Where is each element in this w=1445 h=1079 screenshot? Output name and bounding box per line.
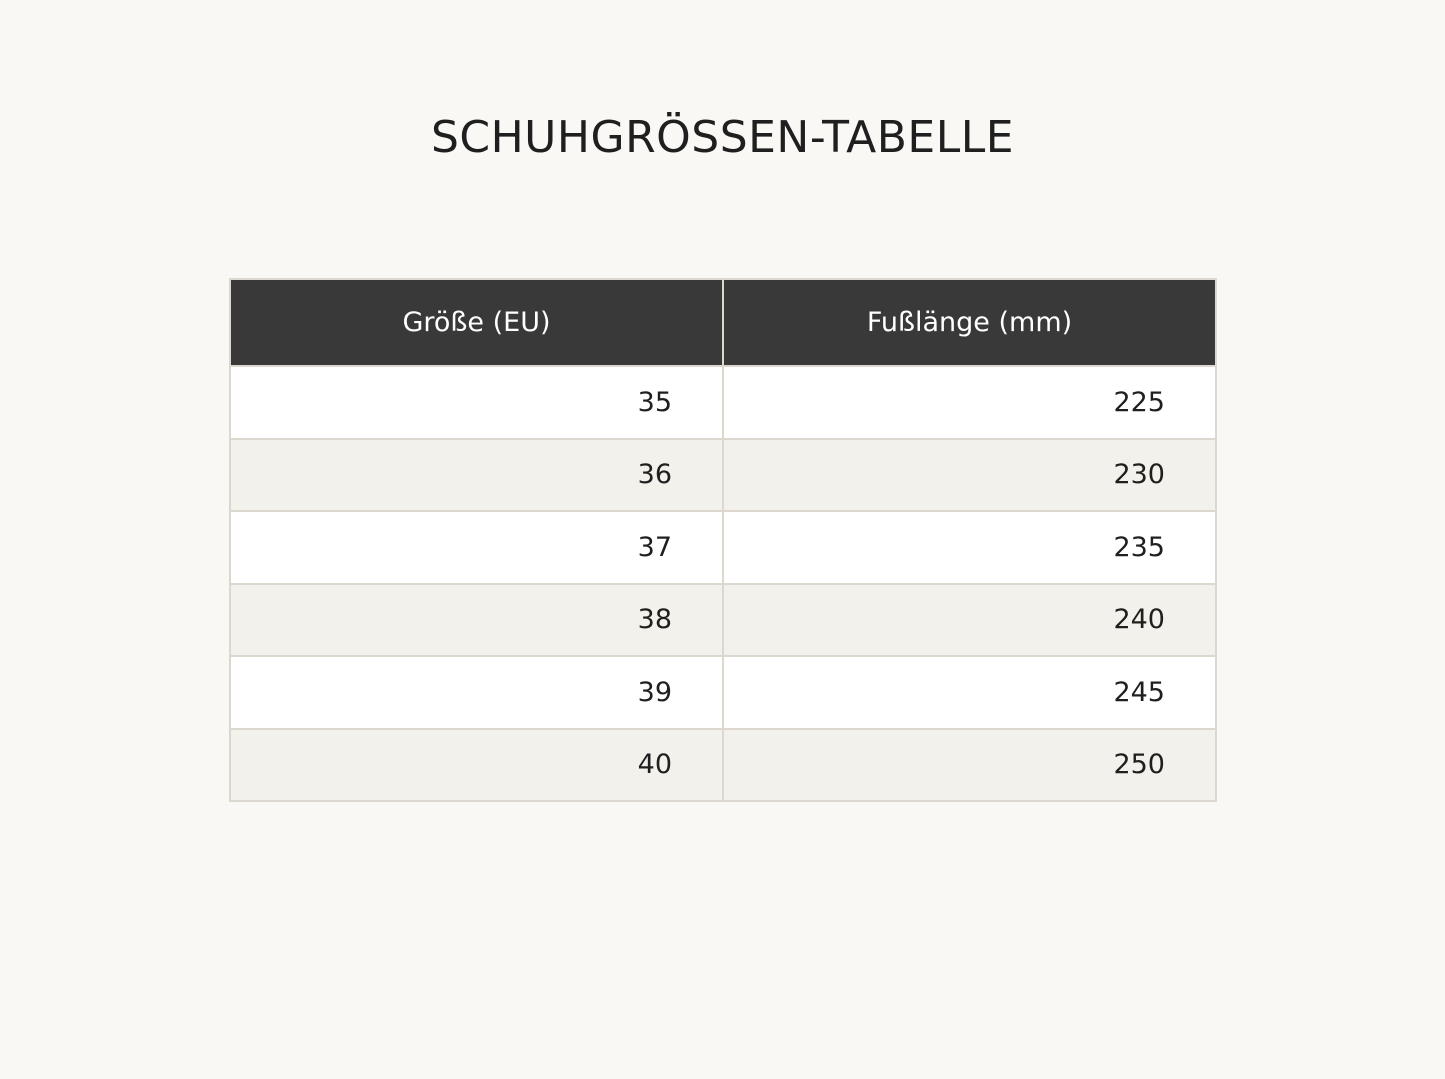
table-row bbox=[230, 511, 1216, 584]
cell-size: 38 bbox=[230, 584, 723, 657]
cell-foot-length: 240 bbox=[723, 584, 1216, 657]
table-header bbox=[230, 279, 1216, 366]
cell-size: 35 bbox=[230, 366, 723, 439]
header-row bbox=[230, 279, 1216, 366]
column-header-size: Größe (EU) bbox=[230, 279, 723, 366]
cell-foot-length: 245 bbox=[723, 656, 1216, 729]
cell-size: 36 bbox=[230, 439, 723, 512]
table-row bbox=[230, 729, 1216, 802]
table-row bbox=[230, 439, 1216, 512]
table-row bbox=[230, 584, 1216, 657]
page-title: SCHUHGRÖSSEN-TABELLE bbox=[430, 112, 1015, 163]
cell-size: 39 bbox=[230, 656, 723, 729]
table-row bbox=[230, 366, 1216, 439]
table-row bbox=[230, 656, 1216, 729]
cell-size: 40 bbox=[230, 729, 723, 802]
size-table bbox=[229, 278, 1217, 802]
cell-size: 37 bbox=[230, 511, 723, 584]
cell-foot-length: 235 bbox=[723, 511, 1216, 584]
cell-foot-length: 230 bbox=[723, 439, 1216, 512]
cell-foot-length: 225 bbox=[723, 366, 1216, 439]
cell-foot-length: 250 bbox=[723, 729, 1216, 802]
column-header-foot-length: Fußlänge (mm) bbox=[723, 279, 1216, 366]
table-body bbox=[230, 366, 1216, 801]
